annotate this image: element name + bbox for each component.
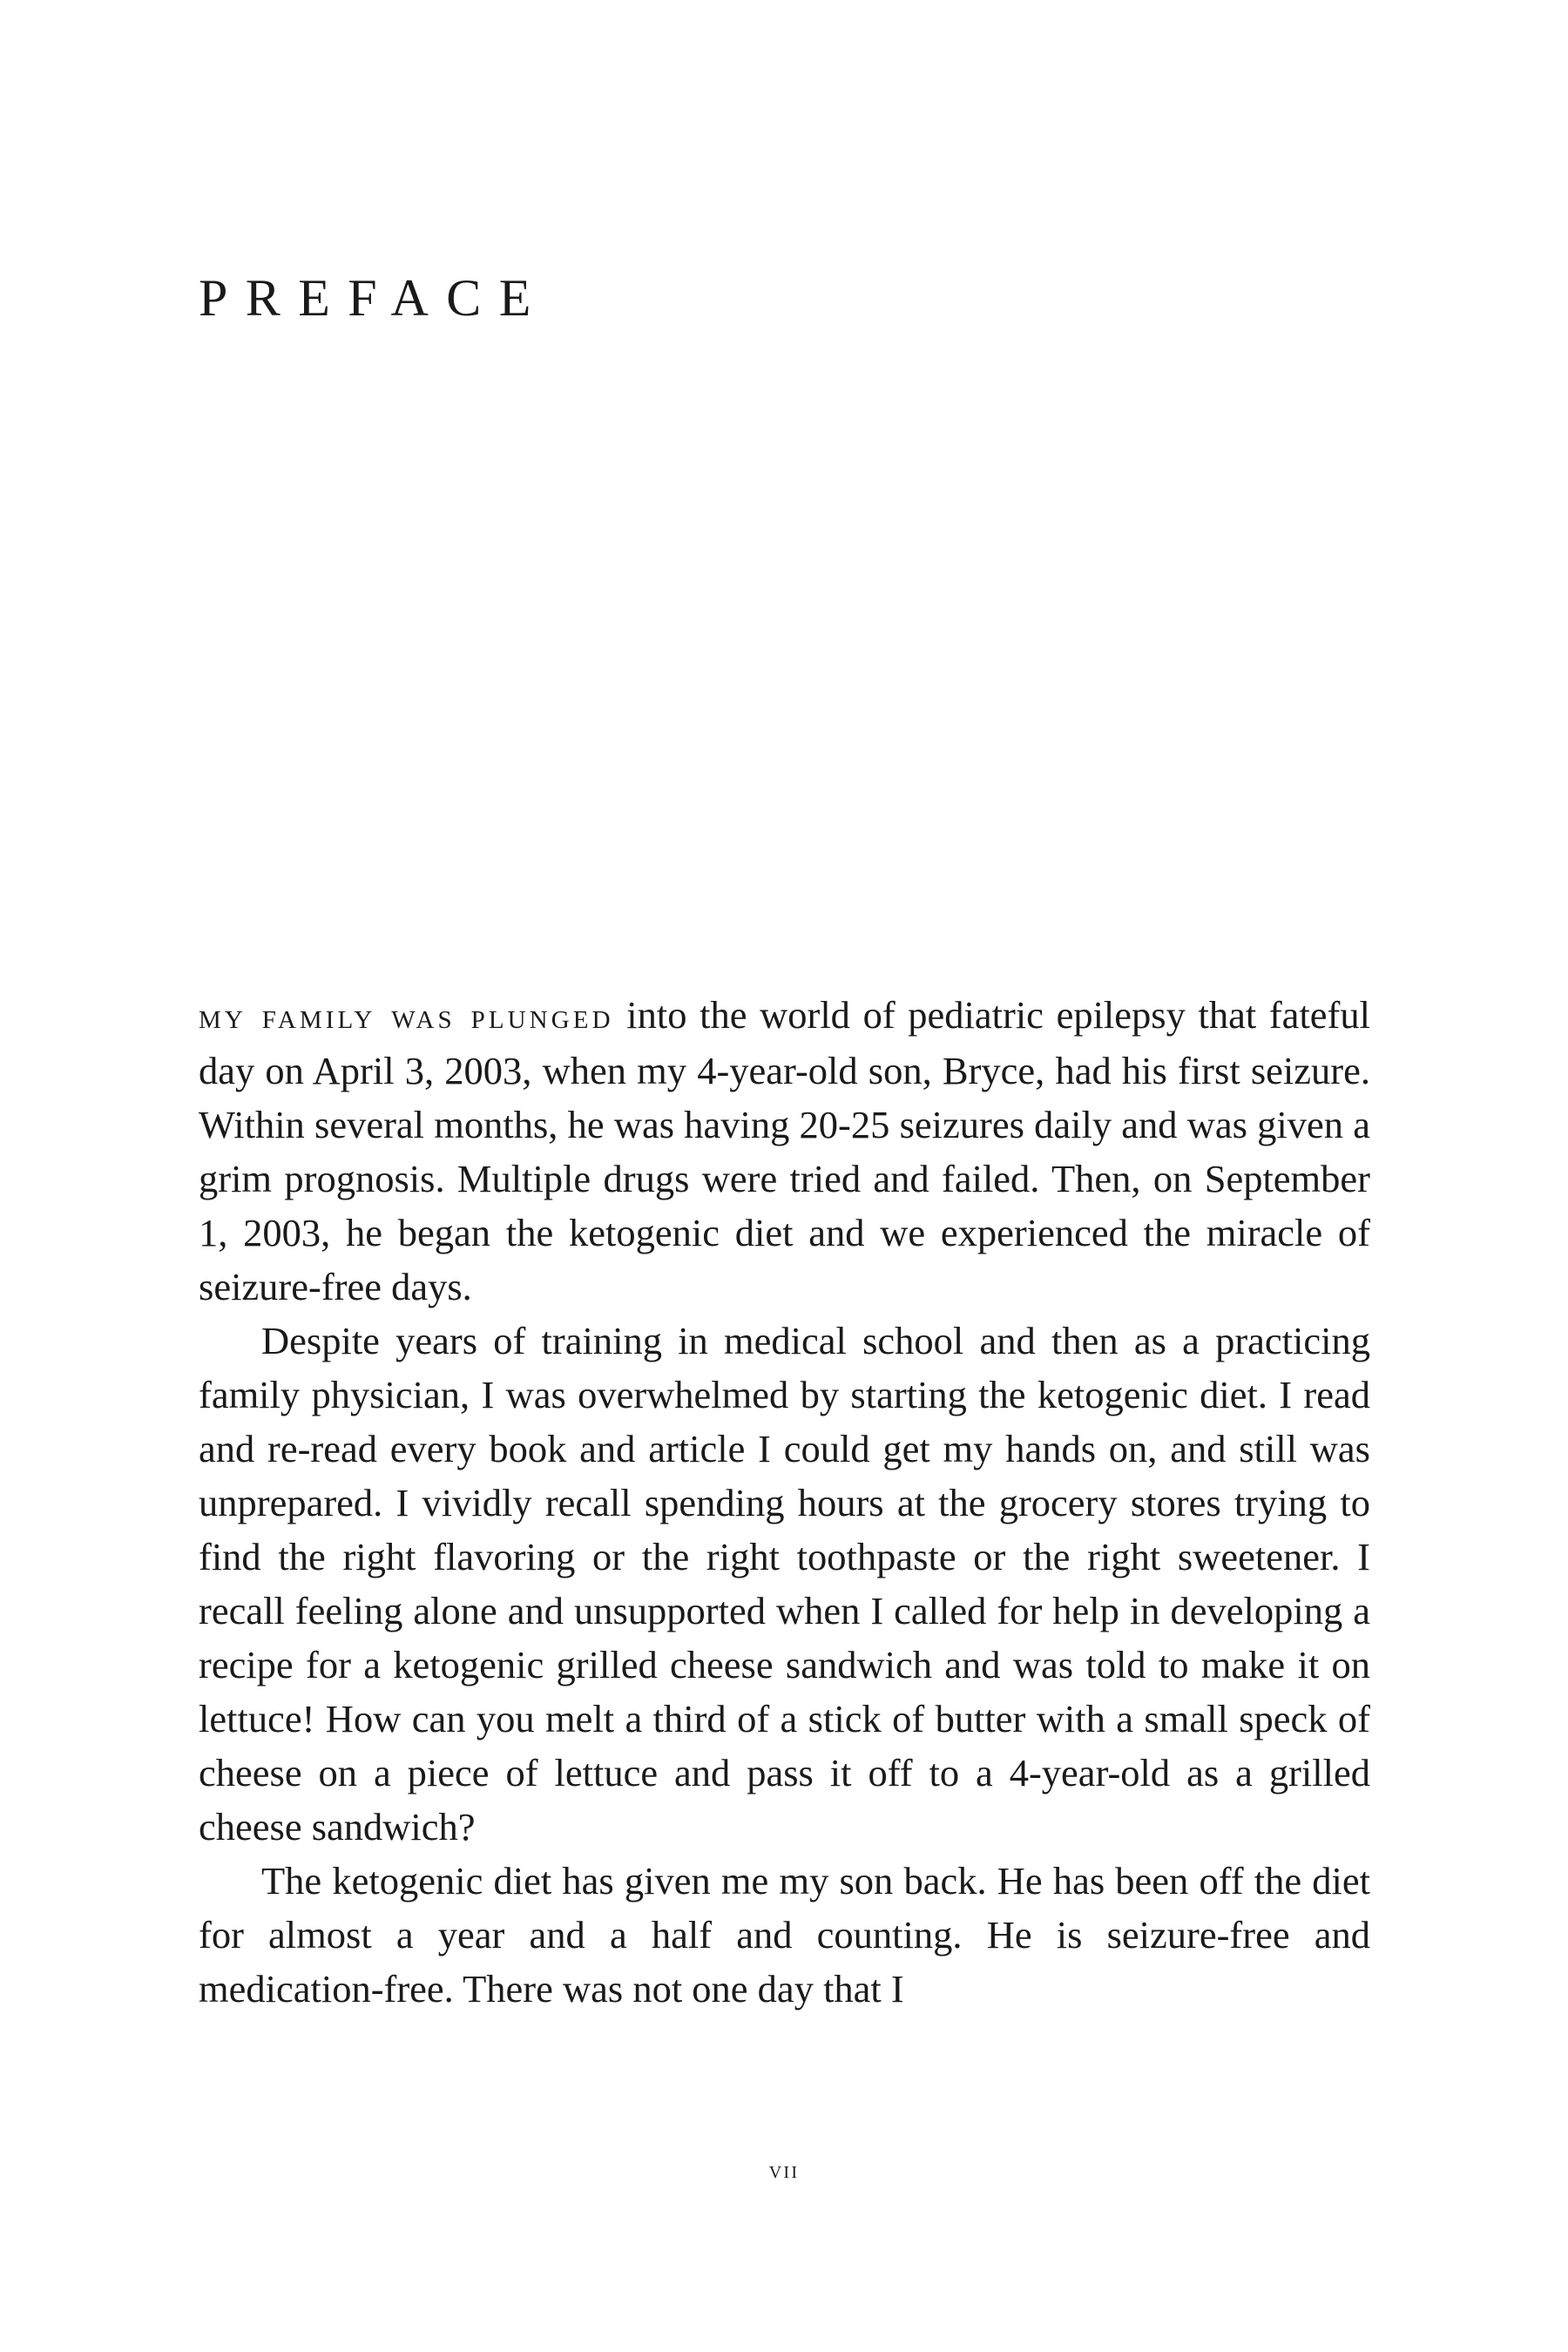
paragraph-2: Despite years of training in medical school and then as a practicing family physician, I was overwhelmed by starting the ketogenic diet. I read and re-read every book and article I could get my hands on, and still was unprepared. I vividly recall spending hours at the grocery stores trying to find the right flavoring or the right toothpaste or the right sweetener. I recall feeling alone and unsupported when I called for help in developing a recipe for a ketogenic grilled cheese sandwich and was told to make it on lettuce! How can you melt a third of a stick of butter with a small speck of cheese on a piece of lettuce and pass it off to a 4-year-old as a grilled cheese sandwich? (199, 1319, 1370, 1848)
page-number: vii (768, 2157, 800, 2184)
chapter-title: PREFACE (199, 269, 549, 327)
paragraph-1 (199, 988, 1370, 1314)
paragraph-3: The ketogenic diet has given me my son back. He has been off the diet for almost a year and a half and counting. He is seizure-free and medication-free. There was not one day that I (199, 1859, 1370, 2011)
body-text (199, 988, 1370, 2016)
paragraph-1-text: into the world of pediatric epilepsy that fateful day on April 3, 2003, when my 4-year-old son, Bryce, had his first seizure. Within several months, he was having 20-25 seizures daily and was given a grim prognosis. Multiple drugs were tried and failed. Then, on September 1, 2003, he began the ketogenic diet and we experienced the miracle of seizure-free days. (199, 993, 1370, 1308)
opening-small-caps: my family was plunged (199, 997, 614, 1036)
